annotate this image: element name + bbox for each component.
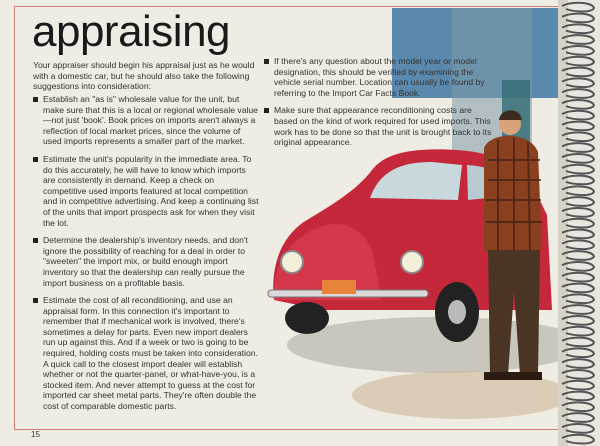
intro-paragraph: Your appraiser should begin his appraisal just as he would with a domestic car, but he should also take the following suggestions into consideration: [33,60,255,92]
bullet-square-icon [33,157,38,162]
bullet-text: Estimate the cost of all reconditioning, and use an appraisal form. In this connection it's important to remember that if mechanical work is involved, there's sometimes a delay for parts. Even new import dealers run up against this. And if a week or two is going to be required, holding costs must be taken into consideration. A quick call to the closest import dealer will establish whether or not the quarter-panel, or what-have-you, is a stocked item. And never attempt to guess at the cost for imported car sheet metal parts. They're often double the cost of comparable domestic parts. [43,295,258,412]
bullet-item [33,94,259,147]
bullet-text: Estimate the unit's popularity in the immediate area. To do this accurately, he will have to know which imports are consistently in demand. Keep a check on competitive used imports featured at local competition and in competitive advertising. And keep a continuing list of the units that import prospects ask for when they visit the lot. [43,153,259,228]
bullet-text: Determine the dealership's inventory needs, and don't ignore the possibility of reaching for a deal in order to "sweeten" the import mix, or build enough import inventory so that the dealership can really pursue the import business on a profitable basis. [43,235,248,288]
bullet-square-icon [33,298,38,303]
headlight-right [401,251,423,273]
bullet-item [33,235,259,288]
page-number: 15 [31,430,40,439]
bullet-item [264,105,492,147]
bullet-text: Establish an "as is" wholesale value for the unit, but make sure that this is a local or regional wholesale value—not just 'book'. Book prices on imports aren't always a reflection of local market prices, since the volume of used imports represents a smaller part of the market. [43,94,258,147]
bullet-text: Make sure that appearance reconditioning costs are based on the kind of work required for used imports. This work has to be done so that the unit is brought back to its original appearance. [274,105,492,148]
spiral-binding [558,0,600,446]
man-shoes [484,372,542,380]
right-bullet-list [264,56,492,155]
bullet-item [33,295,259,412]
page-title: appraising [32,7,231,56]
bullet-item [33,154,259,228]
license-plate [322,280,356,294]
bullet-item [264,56,492,98]
binding-edge [558,0,568,446]
bullet-square-icon [264,59,269,64]
headlight [281,251,303,273]
bullet-text: If there's any question about the model year or model designation, this should be verified by examining the vehicle serial number. Location can usually be found by referring to the Import Car Facts Book. [274,56,485,98]
left-bullet-list [33,94,259,419]
bullet-square-icon [33,97,38,102]
bullet-square-icon [264,108,269,113]
front-wheel [285,302,329,334]
bullet-square-icon [33,238,38,243]
rear-hubcap [448,300,466,324]
